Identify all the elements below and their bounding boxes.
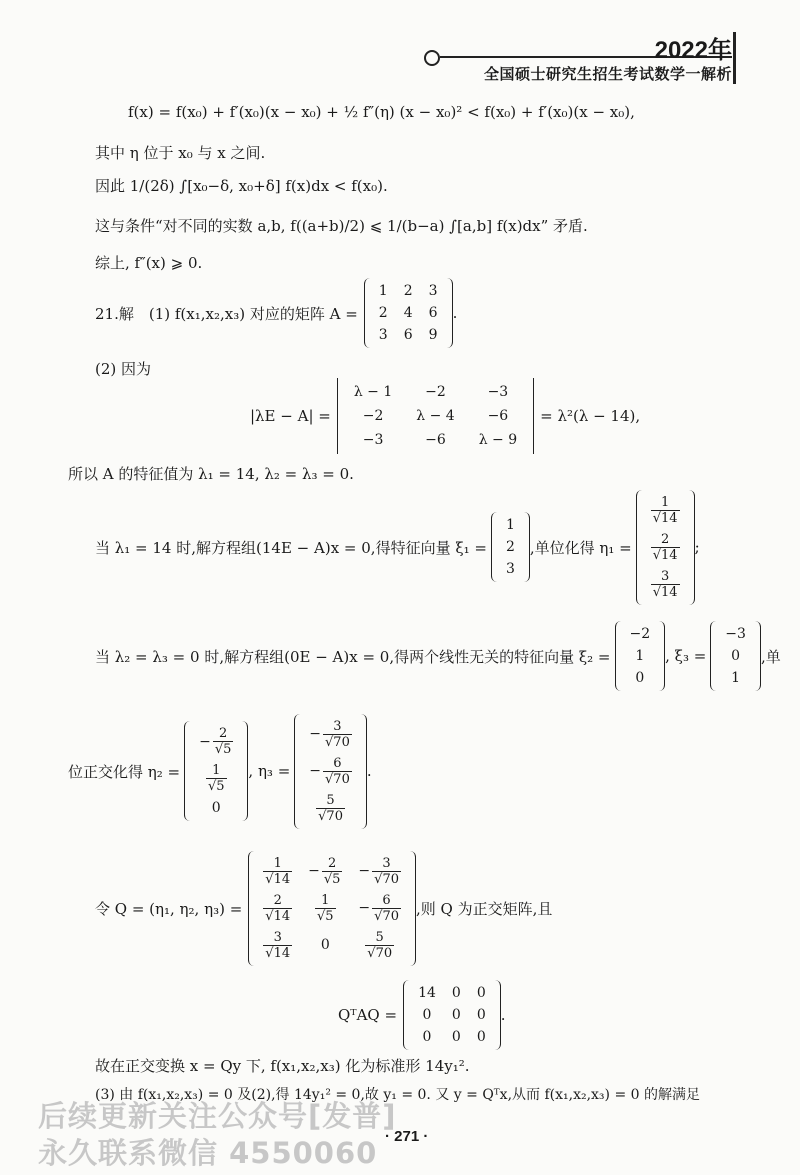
q21-part1	[95, 278, 457, 348]
header-year: 2022年	[654, 37, 732, 64]
q21-part1-text: 21.解 (1) f(x₁,x₂,x₃) 对应的矩阵 A =	[95, 304, 358, 323]
diagonalization	[338, 980, 506, 1050]
vector-entry: 3	[505, 561, 515, 577]
numerator: 2	[322, 856, 343, 872]
numerator: 1	[651, 495, 680, 511]
denominator: √5	[323, 871, 341, 887]
det-rhs: = λ²(λ − 14),	[540, 407, 641, 425]
vector-xi1	[491, 512, 530, 582]
determinant-matrix	[337, 378, 534, 454]
page-number: · 271 ·	[385, 1128, 429, 1145]
numerator: 3	[263, 930, 292, 946]
matrix-cell: 14	[418, 985, 436, 1001]
matrix-cell	[301, 753, 360, 790]
numerator: 2	[213, 726, 234, 742]
numerator: 5	[365, 930, 394, 946]
denominator: √14	[652, 584, 678, 600]
matrix-Q	[248, 851, 416, 966]
numerator: 2	[263, 893, 292, 909]
denominator: √14	[652, 547, 678, 563]
numerator: 1	[315, 893, 336, 909]
matrix-cell: −3	[362, 432, 384, 448]
matrix-cell: λ − 9	[478, 432, 518, 448]
vector-entry: −3	[725, 626, 746, 642]
numerator: 6	[372, 893, 401, 909]
denominator: √70	[367, 945, 393, 961]
vector-entry: 0	[731, 648, 741, 664]
numerator: 2	[651, 532, 680, 548]
case1-end: ;	[694, 538, 700, 556]
matrix-cell	[643, 529, 688, 566]
eta-location-text: 其中 η 位于 x₀ 与 x 之间.	[95, 144, 266, 162]
eigenvalues-text: 所以 A 的特征值为 λ₁ = 14, λ₂ = λ₃ = 0.	[68, 465, 354, 483]
minus-sign: −	[309, 763, 322, 779]
case1-mid-text: ,单位化得 η₁ =	[529, 538, 632, 557]
matrix-cell: 2	[378, 305, 388, 321]
case-lambda1	[95, 482, 700, 612]
part3-text: (3) 由 f(x₁,x₂,x₃) = 0 及(2),得 14y₁² = 0,故 y₁ = 0. 又 y = Qᵀx,从而 f(x₁,x₂,x₃) = 0 的解满足	[95, 1087, 700, 1103]
matrix-cell	[643, 492, 688, 529]
matrix-cell	[191, 723, 241, 760]
matrix-cell: 4	[403, 305, 413, 321]
denominator: √5	[207, 779, 225, 794]
fraction	[323, 756, 352, 787]
denominator: √14	[652, 510, 678, 526]
watermark-line1: 后续更新关注公众号[发普]	[38, 1099, 397, 1133]
q-definition	[95, 843, 552, 973]
fraction	[323, 719, 352, 750]
matrix-cell: λ − 1	[353, 384, 393, 400]
fraction	[372, 856, 401, 887]
watermark-line2: 永久联系微信 4550060	[38, 1136, 378, 1170]
matrix-cell	[350, 890, 409, 927]
matrix-cell: 9	[428, 327, 438, 343]
numerator: 1	[206, 763, 227, 779]
matrix-cell	[255, 853, 300, 890]
fraction	[213, 726, 234, 757]
denominator: √14	[265, 945, 291, 961]
vector-entry: 1	[505, 517, 515, 533]
denominator: √5	[316, 908, 334, 924]
header-circle-ornament	[424, 50, 440, 66]
fraction	[206, 763, 227, 794]
matrix-cell: 2	[403, 283, 413, 299]
matrix-cell: 0	[211, 800, 221, 816]
vector-eta2	[184, 721, 248, 821]
matrix-cell	[301, 790, 360, 827]
minus-sign: −	[358, 863, 371, 879]
case2-end: ,单	[760, 647, 781, 666]
denominator: √14	[265, 908, 291, 924]
vector-entry: −2	[629, 626, 651, 642]
orthonormalization	[68, 706, 372, 836]
matrix-cell	[255, 927, 300, 964]
fraction	[315, 893, 336, 924]
fraction	[651, 532, 680, 563]
case2-text: 当 λ₂ = λ₃ = 0 时,解方程组(0E − A)x = 0,得两个线性无关的特征向量 ξ₂ =	[95, 647, 611, 666]
minus-sign: −	[358, 900, 371, 916]
matrix-cell: −3	[487, 384, 509, 400]
vector-entry: 2	[505, 539, 515, 555]
qtaq-text: QᵀAQ =	[338, 1006, 398, 1024]
denominator: √70	[325, 771, 350, 787]
q-end-text: ,则 Q 为正交矩阵,且	[415, 899, 553, 918]
matrix-cell	[300, 890, 350, 927]
denominator: √70	[374, 908, 399, 924]
qtaq-end: .	[500, 1006, 506, 1024]
characteristic-determinant	[250, 378, 640, 454]
case2-mid-text: , ξ₃ =	[665, 647, 707, 665]
numerator: 6	[323, 756, 352, 772]
denominator: √70	[374, 871, 399, 887]
header-vertical-bar	[733, 32, 736, 84]
matrix-cell: 0	[476, 985, 486, 1001]
det-lhs: |λE − A| =	[250, 407, 331, 425]
fraction	[263, 856, 292, 887]
matrix-cell: λ − 4	[416, 408, 455, 424]
vector-entry: 1	[635, 648, 645, 664]
contradiction-text: 这与条件“对不同的实数 a,b, f((a+b)/2) ⩽ 1/(b−a) ∫[a,b] f(x)dx” 矛盾.	[95, 217, 588, 235]
matrix-cell	[350, 853, 409, 890]
orth-text: 位正交化得 η₂ =	[68, 762, 181, 781]
denominator: √14	[265, 871, 291, 887]
vector-xi3	[710, 621, 761, 691]
matrix-cell: 6	[428, 305, 438, 321]
fraction	[372, 893, 401, 924]
orth-end: .	[366, 762, 372, 780]
integral-inequality: 因此 1/(2δ) ∫[x₀−δ, x₀+δ] f(x)dx < f(x₀).	[95, 177, 388, 195]
matrix-cell: 6	[403, 327, 413, 343]
matrix-cell: 0	[422, 1029, 432, 1045]
matrix-cell: −6	[487, 408, 509, 424]
fraction	[263, 893, 292, 924]
matrix-cell: 0	[320, 937, 330, 953]
q-text: 令 Q = (η₁, η₂, η₃) =	[95, 899, 243, 918]
fraction	[651, 495, 680, 526]
matrix-QtAQ	[403, 980, 501, 1050]
vector-xi2	[615, 621, 666, 691]
part2-label: (2) 因为	[95, 360, 152, 378]
fraction	[651, 569, 680, 600]
vector-eta3	[294, 714, 367, 829]
matrix-cell: 0	[476, 1029, 486, 1045]
matrix-cell: 1	[378, 283, 388, 299]
denominator: √70	[325, 734, 350, 750]
matrix-A	[364, 278, 453, 348]
minus-sign: −	[309, 726, 322, 742]
numerator: 1	[263, 856, 292, 872]
matrix-cell: 0	[451, 1007, 461, 1023]
vector-entry: 1	[731, 670, 741, 686]
case-lambda2	[95, 618, 781, 694]
matrix-cell	[301, 716, 360, 753]
matrix-cell	[643, 566, 688, 603]
denominator: √5	[214, 742, 232, 757]
numerator: 3	[323, 719, 352, 735]
matrix-cell	[255, 890, 300, 927]
denominator: √70	[318, 808, 343, 824]
matrix-cell: 0	[422, 1007, 432, 1023]
q21-part1-end: .	[452, 304, 458, 322]
fraction	[263, 930, 292, 961]
matrix-cell: −2	[362, 408, 384, 424]
taylor-inequality: f(x) = f(x₀) + f′(x₀)(x − x₀) + ½ f″(η) (x − x₀)² < f(x₀) + f′(x₀)(x − x₀),	[128, 103, 635, 121]
matrix-cell: −2	[425, 384, 446, 400]
matrix-cell: 3	[378, 327, 388, 343]
vector-entry: 0	[635, 670, 645, 686]
fraction	[365, 930, 394, 961]
matrix-cell: 3	[428, 283, 438, 299]
matrix-cell	[350, 927, 409, 964]
standard-form-text: 故在正交变换 x = Qy 下, f(x₁,x₂,x₃) 化为标准形 14y₁².	[95, 1057, 470, 1075]
matrix-cell	[300, 853, 350, 890]
numerator: 3	[651, 569, 680, 585]
matrix-cell: 0	[451, 1029, 461, 1045]
matrix-cell	[191, 760, 241, 797]
minus-sign: −	[199, 733, 211, 750]
numerator: 5	[316, 793, 345, 809]
fraction	[316, 793, 345, 824]
conclusion-text: 综上, f″(x) ⩾ 0.	[95, 254, 203, 272]
header-subtitle: 全国硕士研究生招生考试数学一解析	[483, 66, 732, 83]
matrix-cell: 0	[451, 985, 461, 1001]
orth-mid-text: , η₃ =	[248, 762, 291, 780]
vector-eta1	[636, 490, 695, 605]
minus-sign: −	[308, 863, 320, 879]
case1-text: 当 λ₁ = 14 时,解方程组(14E − A)x = 0,得特征向量 ξ₁ =	[95, 538, 487, 557]
matrix-cell: −6	[425, 432, 446, 448]
numerator: 3	[372, 856, 401, 872]
fraction	[322, 856, 343, 887]
matrix-cell: 0	[476, 1007, 486, 1023]
